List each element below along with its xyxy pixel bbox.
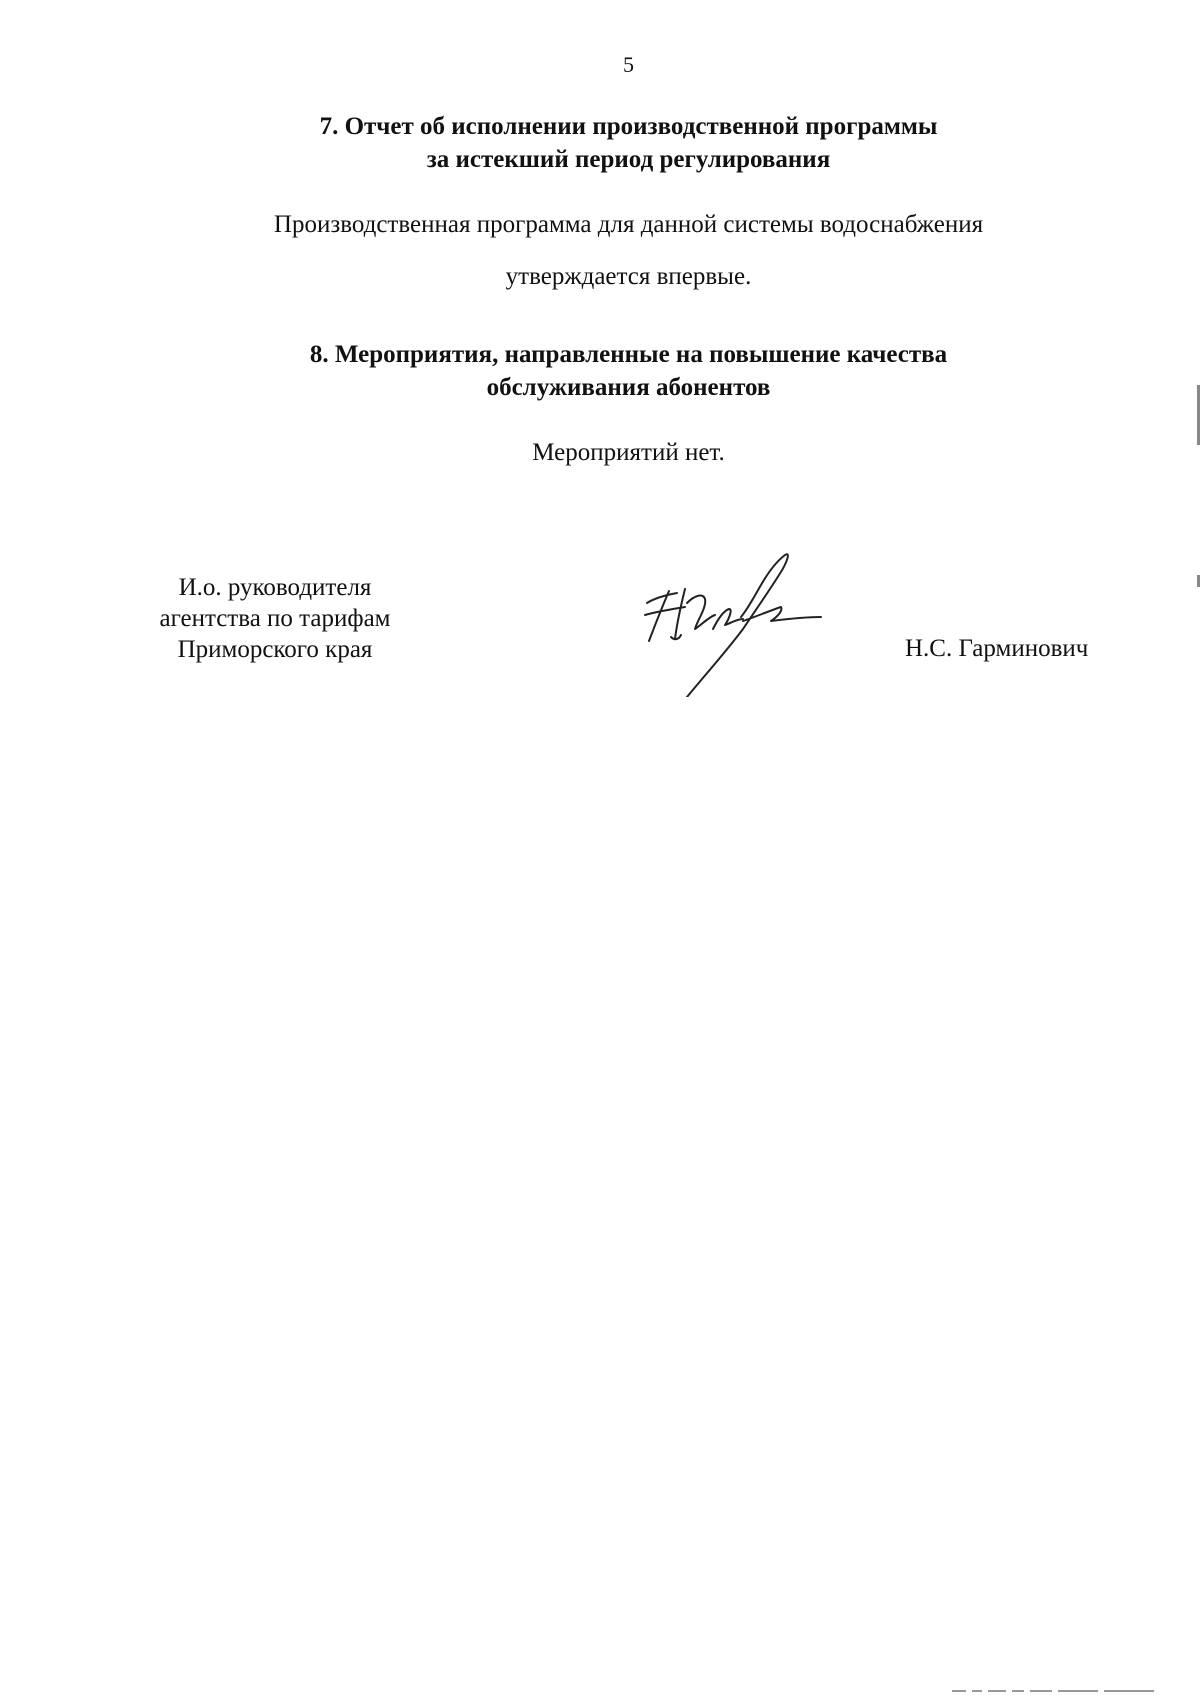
section-7-body-line-2: утверждается впервые. bbox=[505, 263, 752, 290]
signatory-title-line-3: Приморского края bbox=[177, 636, 373, 663]
handwritten-signature bbox=[625, 545, 825, 697]
section-7-heading-line-1: 7. Отчет об исполнении производственной программы bbox=[319, 113, 938, 140]
section-8-heading-line-1: 8. Мероприятия, направленные на повышение качества bbox=[309, 341, 948, 368]
scan-footer-marks bbox=[952, 1689, 1182, 1693]
signatory-title-line-2: агентства по тарифам bbox=[159, 605, 391, 632]
signatory-title-line-1: И.о. руководителя bbox=[178, 574, 372, 601]
section-8-heading bbox=[0, 338, 1200, 404]
section-8-body-line-1: Мероприятий нет. bbox=[532, 439, 725, 466]
section-7-body-line-1: Производственная программа для данной системы водоснабжения bbox=[273, 211, 984, 238]
page-number: 5 bbox=[623, 52, 634, 77]
section-7-heading bbox=[0, 110, 1200, 176]
signatory-title bbox=[135, 572, 415, 665]
signatory-name: Н.С. Гарминович bbox=[905, 635, 1089, 662]
section-8-heading-line-2: обслуживания абонентов bbox=[486, 374, 771, 401]
section-7-heading-line-2: за истекший период регулирования bbox=[426, 146, 831, 173]
